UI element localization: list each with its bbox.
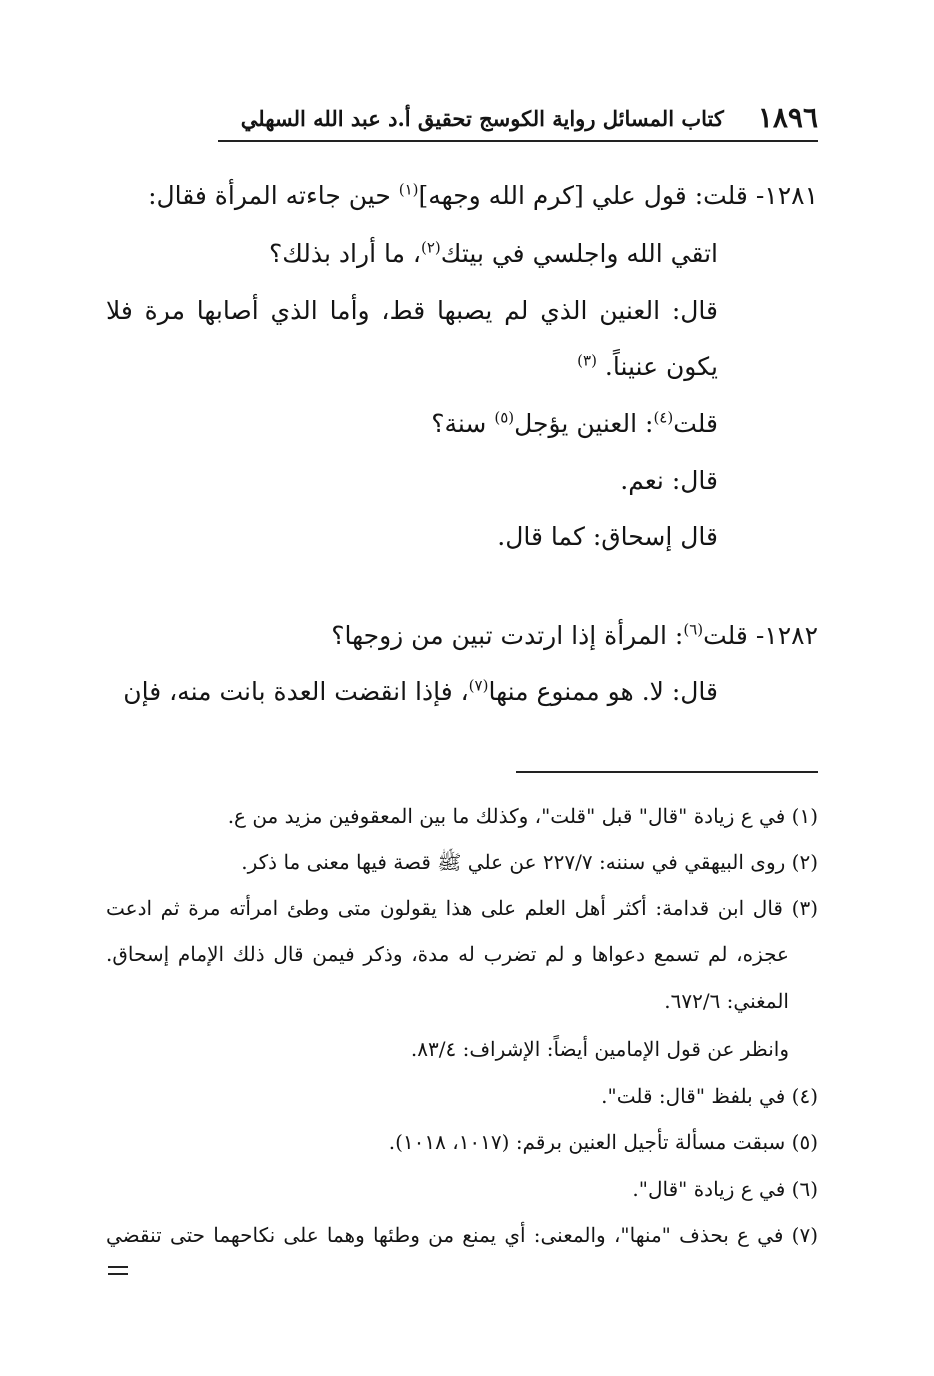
footnote-3-line-4: وانظر عن قول الإمامين أيضاً: الإشراف: ٨٣/٤. (410, 1037, 789, 1061)
footnote-separator (516, 771, 818, 773)
footnote-ref-3: (٣) (577, 351, 597, 370)
body-line-9: قال: لا. هو ممنوع منها$^{(٧)}$، فإذا انقضت العدة بانت منه، فإن (123, 676, 718, 706)
body-line-1: ١٢٨١- قلت: قول علي [كرم الله وجهه]$^{(١)}$ حين جاءته المرأة فقال: (148, 180, 818, 210)
page-number: ١٨٩٦ (757, 101, 818, 134)
running-title: كتاب المسائل رواية الكوسج تحقيق أ.د عبد الله السهلي (240, 105, 724, 131)
footnote-6: (٦) في ع زيادة "قال". (632, 1177, 818, 1201)
continuation-mark (108, 1266, 128, 1275)
footnote-2: (٢) روى البيهقي في سننه: ٢٢٧/٧ عن علي ﷺ قصة فيها معنى ما ذكر. (241, 850, 818, 874)
footnote-ref-1: (١) (398, 180, 419, 199)
footnote-ref-7: (٧) (468, 676, 489, 695)
body-line-7: قال إسحاق: كما قال. (497, 522, 718, 551)
footnote-3-line-1: (٣) قال ابن قدامة: أكثر أهل العلم على هذا يقولون متى وطئ امرأته مرة ثم ادعت (106, 896, 818, 920)
body-line-2: اتقي الله واجلسي في بيتك$^{(٢)}$، ما أراد بذلك؟ (268, 238, 718, 268)
body-line-4: يكون عنيناً. $^{(٣)}$ (577, 351, 718, 381)
footnote-ref-2: (٢) (421, 238, 441, 257)
body-line-8: ١٢٨٢- قلت$^{(٦)}$: المرأة إذا ارتدت تبين من زوجها؟ (331, 620, 818, 650)
body-line-6: قال: نعم. (620, 466, 718, 495)
footnote-4: (٤) في بلفظ "قال: قلت". (601, 1084, 818, 1108)
footnote-1: (١) في ع زيادة "قال" قبل "قلت"، وكذلك ما بين المعقوفين مزيد من ع. (227, 804, 818, 828)
footnote-ref-5: (٥) (494, 408, 515, 427)
body-line-3: قال: العنين الذي لم يصبها قط، وأما الذي أصابها مرة فلا (106, 296, 718, 325)
footnote-ref-4: (٤) (653, 408, 674, 427)
footnote-3-line-2: عجزه، لم تسمع دعواها و لم تضرب له مدة، وذكر فيمن قال ذلك الإمام إسحاق. (106, 942, 789, 966)
footnote-5: (٥) سبقت مسألة تأجيل العنين برقم: (١٠١٧، ١٠١٨). (388, 1130, 818, 1154)
footnote-7: (٧) في ع بحذف "منها"، والمعنى: أي يمنع من وطئها وهما على نكاحهما حتى تنقضي (106, 1223, 818, 1247)
page-header (218, 96, 818, 142)
footnote-3-line-3: المغني: ٦٧٢/٦. (664, 989, 789, 1013)
body-line-5: قلت$^{(٤)}$: العنين يؤجل$^{(٥)}$ سنة؟ (431, 408, 718, 438)
footnote-ref-6: (٦) (683, 620, 704, 639)
